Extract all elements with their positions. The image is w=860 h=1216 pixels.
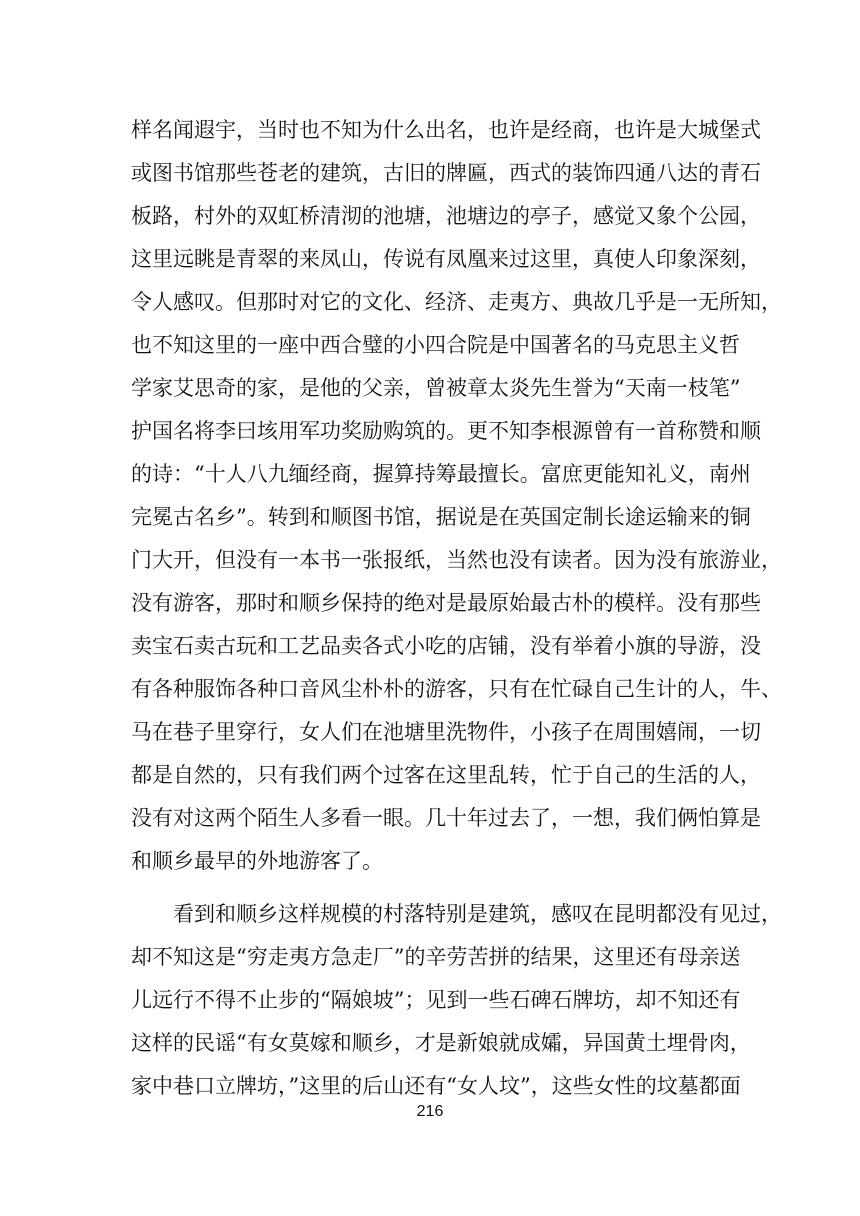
text-line: 卖宝石卖古玩和工艺品卖各式小吃的店铺，没有举着小旗的导游，没 <box>131 634 761 658</box>
text-line: 护国名将李曰垓用军功奖励购筑的。更不知李根源曾有一首称赞和顺 <box>131 419 761 443</box>
text-line: 儿远行不得不止步的“隔娘坡”；见到一些石碑石牌坊，却不知还有 <box>131 988 741 1012</box>
text-line: 学家艾思奇的家，是他的父亲，曾被章太炎先生誉为“天南一枝笔” <box>131 376 741 400</box>
text-line: 令人感叹。但那时对它的文化、经济、走夷方、典故几乎是一无所知， <box>131 290 782 314</box>
text-line: 没有对这两个陌生人多看一眼。几十年过去了，一想，我们俩怕算是 <box>131 806 761 830</box>
text-line: 也不知这里的一座中西合璧的小四合院是中国著名的马克思主义哲 <box>131 333 740 357</box>
text-line: 门大开，但没有一本书一张报纸，当然也没有读者。因为没有旅游业， <box>131 548 782 572</box>
text-line: 板路，村外的双虹桥清沏的池塘，池塘边的亭子，感觉又象个公园， <box>131 204 761 228</box>
text-line: 马在巷子里穿行，女人们在池塘里洗物件，小孩子在周围嬉闹，一切 <box>131 720 761 744</box>
text-line: 或图书馆那些苍老的建筑，古旧的牌匾，西式的装饰四通八达的青石 <box>131 161 761 185</box>
text-line: 有各种服饰各种口音风尘朴朴的游客，只有在忙碌自己生计的人，牛、 <box>131 677 782 701</box>
page-number: 216 <box>416 1103 444 1120</box>
text-line: 的诗：“十人八九缅经商，握算持筹最擅长。富庶更能知礼义，南州 <box>131 462 751 486</box>
text-line: 没有游客，那时和顺乡保持的绝对是最原始最古朴的模样。没有那些 <box>131 591 761 615</box>
text-line: 都是自然的，只有我们两个过客在这里乱转，忙于自己的生活的人， <box>131 763 761 787</box>
text-line: 却不知这是“穷走夷方急走厂”的辛劳苦拼的结果，这里还有母亲送 <box>131 945 741 969</box>
text-line: 这里远眺是青翠的来凤山，传说有凤凰来过这里，真使人印象深刻， <box>131 247 761 271</box>
text-line: 家中巷口立牌坊，”这里的后山还有“女人坟”，这些女性的坟墓都面 <box>131 1074 741 1098</box>
text-line: 样名闻遐宇，当时也不知为什么出名，也许是经商，也许是大城堡式 <box>131 118 761 142</box>
text-line: 和顺乡最早的外地游客了。 <box>131 849 383 873</box>
text-line: 这样的民谣“有女莫嫁和顺乡，才是新娘就成孀，异国黄土埋骨肉， <box>131 1031 751 1055</box>
text-line: 看到和顺乡这样规模的村落特别是建筑，感叹在昆明都没有见过， <box>173 902 782 926</box>
text-line: 完冕古名乡”。转到和顺图书馆，据说是在英国定制长途运输来的铜 <box>131 505 751 529</box>
